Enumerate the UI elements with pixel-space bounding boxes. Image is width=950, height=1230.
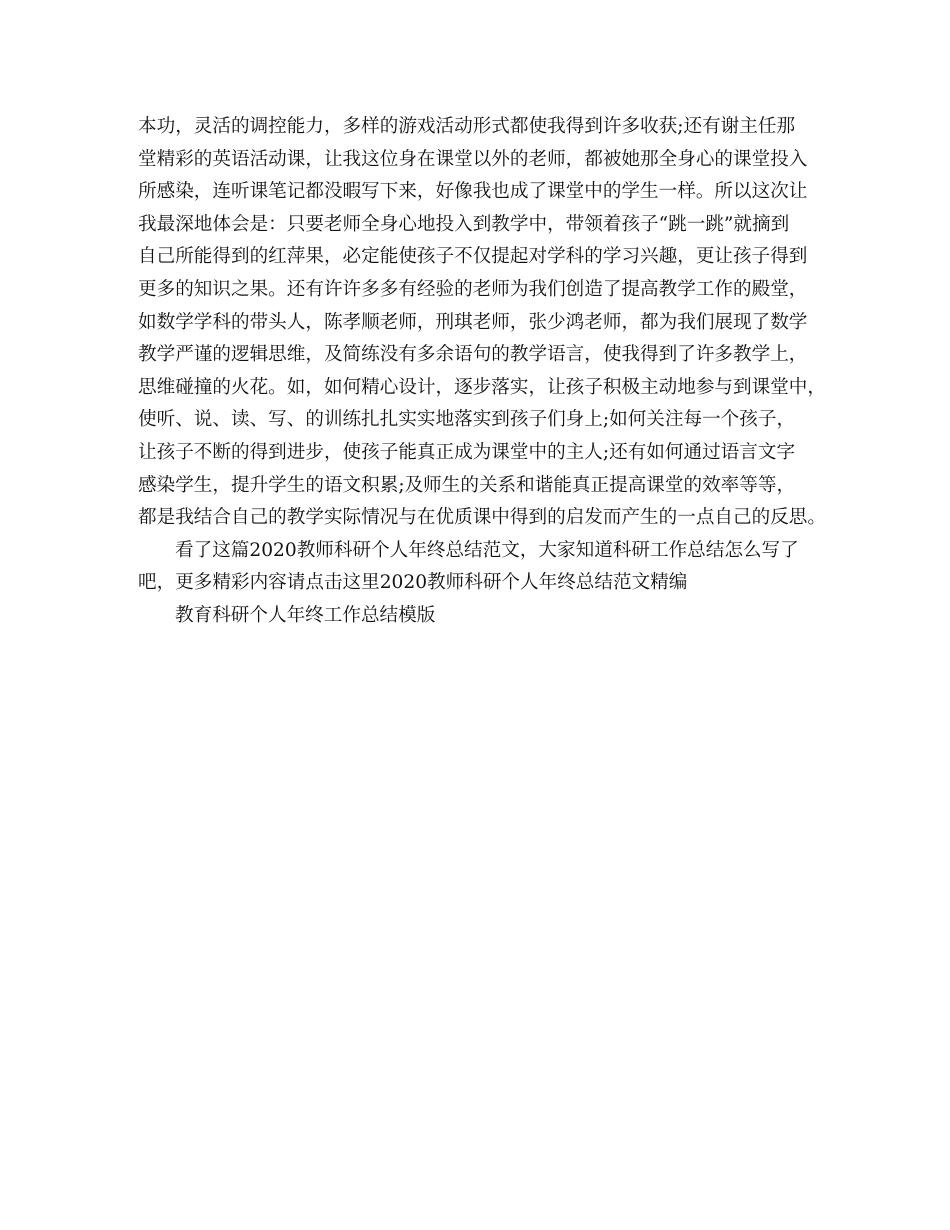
text-line: 都是我结合自己的教学实际情况与在优质课中得到的启发而产生的一点自己的反思。 [138, 507, 826, 529]
text-line: 更多的知识之果。还有许许多多有经验的老师为我们创造了提高教学工作的殿堂， [138, 278, 808, 300]
paragraph-closing-note [138, 535, 828, 600]
text-line: 吧，更多精彩内容请点击这里2020教师科研个人年终总结范文精编 [138, 572, 688, 594]
text-line: 使听、说、读、写、的训练扎扎实实地落实到孩子们身上;如何关注每一个孩子， [138, 409, 796, 431]
text-line: 堂精彩的英语活动课，让我这位身在课堂以外的老师，都被她那全身心的课堂投入 [138, 148, 808, 170]
paragraph-reflection [138, 111, 828, 535]
text-line: 思维碰撞的火花。如，如何精心设计，逐步落实，让孩子积极主动地参与到课堂中， [138, 376, 826, 398]
text-line: 教育科研个人年终工作总结模版 [175, 604, 436, 626]
text-line: 看了这篇2020教师科研个人年终总结范文，大家知道科研工作总结怎么写了 [175, 539, 799, 561]
paragraph-title-line [138, 600, 828, 633]
text-line: 本功，灵活的调控能力，多样的游戏活动形式都使我得到许多收获;还有谢主任那 [138, 116, 796, 137]
text-line: 感染学生，提升学生的语文积累;及师生的关系和谐能真正提高课堂的效率等等， [138, 474, 796, 496]
text-line: 教学严谨的逻辑思维，及简练没有多余语句的教学语言，使我得到了许多教学上， [138, 344, 808, 366]
document-body [138, 111, 828, 633]
text-line: 让孩子不断的得到进步，使孩子能真正成为课堂中的主人;还有如何通过语言文字 [138, 441, 796, 463]
text-line: 自己所能得到的红萍果，必定能使孩子不仅提起对学科的学习兴趣，更让孩子得到 [138, 246, 808, 268]
text-line: 我最深地体会是：只要老师全身心地投入到教学中，带领着孩子“跳一跳”就摘到 [138, 213, 790, 235]
text-line: 如数学学科的带头人，陈孝顺老师，刑琪老师，张少鸿老师，都为我们展现了数学 [138, 311, 808, 333]
text-line: 所感染，连听课笔记都没暇写下来，好像我也成了课堂中的学生一样。所以这次让 [138, 181, 808, 203]
